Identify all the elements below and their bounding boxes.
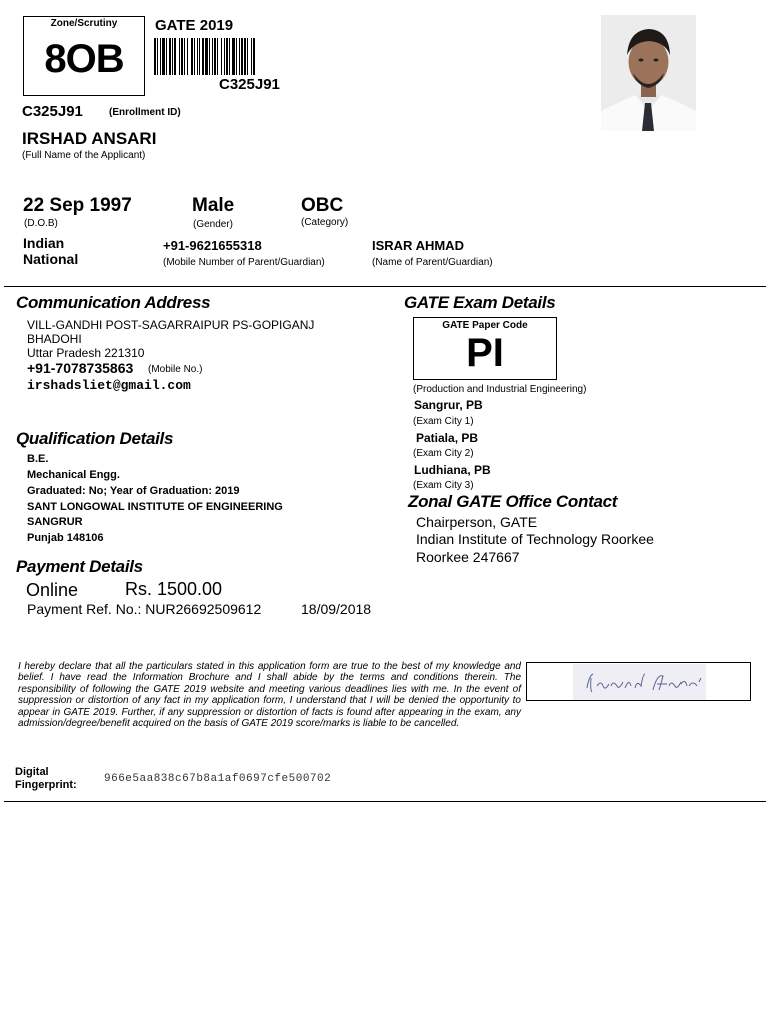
applicant-photo	[601, 15, 696, 131]
zone-box	[23, 16, 145, 96]
signature-box	[526, 662, 751, 701]
barcode-text: C325J91	[219, 76, 280, 93]
guardian-mobile: +91-9621655318	[163, 238, 262, 253]
paper-name: (Production and Industrial Engineering)	[413, 384, 587, 395]
qualification-graduation: Graduated: No; Year of Graduation: 2019	[27, 485, 240, 497]
barcode-bar	[239, 38, 240, 75]
paper-code-label: GATE Paper Code	[442, 320, 528, 331]
applicant-name-caption: (Full Name of the Applicant)	[22, 150, 146, 161]
barcode-bar	[221, 38, 222, 75]
qualification-heading: Qualification Details	[16, 429, 174, 448]
exam-city3-caption: (Exam City 3)	[413, 480, 474, 491]
qualification-institute: SANT LONGOWAL INSTITUTE OF ENGINEERING	[27, 501, 283, 513]
barcode-bar	[202, 38, 204, 75]
address-line2: BHADOHI	[27, 332, 82, 346]
barcode-bar	[181, 38, 183, 75]
barcode-bar	[205, 38, 208, 75]
barcode-bar	[251, 38, 252, 75]
exam-title: GATE 2019	[155, 17, 234, 34]
qualification-city: SANGRUR	[27, 516, 83, 528]
exam-city3: Ludhiana, PB	[414, 463, 491, 477]
divider-bottom	[4, 801, 766, 802]
barcode-bar	[154, 38, 156, 75]
guardian-name-caption: (Name of Parent/Guardian)	[372, 257, 493, 268]
barcode-bar	[194, 38, 195, 75]
barcode-bar	[229, 38, 230, 75]
barcode-bar	[236, 38, 237, 75]
zonal-line3: Roorkee 247667	[416, 549, 520, 565]
dob-value: 22 Sep 1997	[23, 195, 132, 216]
payment-date: 18/09/2018	[301, 601, 372, 617]
barcode-bar	[232, 38, 235, 75]
barcode-bar	[162, 38, 165, 75]
payment-ref: Payment Ref. No.: NUR26692509612	[27, 601, 262, 617]
address-line3: Uttar Pradesh 221310	[27, 346, 145, 360]
paper-code-box	[413, 317, 557, 380]
applicant-mobile-caption: (Mobile No.)	[148, 364, 203, 375]
enrollment-id: C325J91	[22, 103, 83, 120]
fingerprint-label-line1: Digital	[15, 766, 49, 778]
barcode-bar	[172, 38, 173, 75]
fingerprint-label-line2: Fingerprint:	[15, 779, 77, 791]
barcode-bar	[212, 38, 213, 75]
barcode-bar	[179, 38, 180, 75]
qualification-degree: B.E.	[27, 453, 49, 465]
barcode-bar	[169, 38, 171, 75]
applicant-name: IRSHAD ANSARI	[22, 129, 157, 148]
zone-label: Zone/Scrutiny	[50, 18, 118, 29]
dob-caption: (D.O.B)	[24, 218, 58, 229]
exam-city1-caption: (Exam City 1)	[413, 416, 474, 427]
exam-city2: Patiala, PB	[416, 431, 479, 445]
applicant-email: irshadsliet@gmail.com	[27, 378, 191, 393]
zone-code: 8OB	[44, 37, 124, 81]
guardian-mobile-caption: (Mobile Number of Parent/Guardian)	[163, 257, 325, 268]
paper-code: PI	[466, 331, 504, 375]
fingerprint-value: 966e5aa838c67b8a1af0697cfe500702	[104, 773, 332, 785]
barcode-bar	[226, 38, 228, 75]
barcode-bar	[187, 38, 188, 75]
guardian-name: ISRAR AHMAD	[372, 238, 464, 253]
divider-top	[4, 286, 766, 287]
category-caption: (Category)	[301, 217, 349, 228]
payment-heading: Payment Details	[16, 557, 143, 576]
address-line1: VILL-GANDHI POST-SAGARRAIPUR PS-GOPIGANJ	[27, 318, 315, 332]
exam-heading: GATE Exam Details	[404, 293, 556, 312]
nationality-line1: Indian	[23, 235, 65, 251]
barcode-bar	[157, 38, 158, 75]
barcode-bar	[197, 38, 198, 75]
gender-caption: (Gender)	[193, 219, 234, 230]
barcode-bar	[241, 38, 243, 75]
barcode	[154, 38, 336, 75]
barcode-bar	[217, 38, 218, 75]
gender-value: Male	[192, 195, 235, 216]
barcode-bar	[209, 38, 210, 75]
qualification-discipline: Mechanical Engg.	[27, 469, 120, 481]
barcode-bar	[199, 38, 200, 75]
barcode-bar	[166, 38, 167, 75]
barcode-bar	[160, 38, 161, 75]
qualification-state: Punjab 148106	[27, 532, 104, 544]
applicant-mobile: +91-7078735863	[27, 360, 134, 376]
barcode-bar	[184, 38, 185, 75]
barcode-bar	[174, 38, 176, 75]
barcode-bar	[244, 38, 246, 75]
exam-city2-caption: (Exam City 2)	[413, 448, 474, 459]
zonal-heading: Zonal GATE Office Contact	[408, 492, 618, 511]
barcode-bar	[224, 38, 225, 75]
category-value: OBC	[301, 195, 344, 216]
payment-mode: Online	[26, 580, 79, 600]
barcode-bar	[253, 38, 255, 75]
declaration-text: I hereby declare that all the particulars stated in this application form are true to the best of my knowledge and belief. I have read the Information Brochure and I shall abide by the terms and conditions therein. The responsibility of following the GATE 2019 website and meeting various deadlines lies with me. In the event of suppression or distortion of any fact in my application form, I understand that I will be denied the opportunity to appear in GATE 2019. Further, if any suppression or distortion of facts is found after appearing in the exam, any admission/degree/benefit acquired on the basis of GATE 2019 score/marks is liable to be cancelled.	[18, 661, 521, 730]
payment-amount: Rs. 1500.00	[125, 579, 223, 599]
fingerprint-label	[15, 766, 77, 792]
barcode-bar	[191, 38, 193, 75]
signature-image	[573, 664, 706, 700]
exam-city1: Sangrur, PB	[414, 398, 483, 412]
communication-heading: Communication Address	[16, 293, 211, 312]
barcode-bar	[247, 38, 248, 75]
zonal-line1: Chairperson, GATE	[416, 514, 538, 530]
enrollment-caption: (Enrollment ID)	[109, 107, 181, 118]
zonal-line2: Indian Institute of Technology Roorkee	[416, 531, 654, 547]
barcode-bar	[214, 38, 216, 75]
nationality-line2: National	[23, 251, 79, 267]
